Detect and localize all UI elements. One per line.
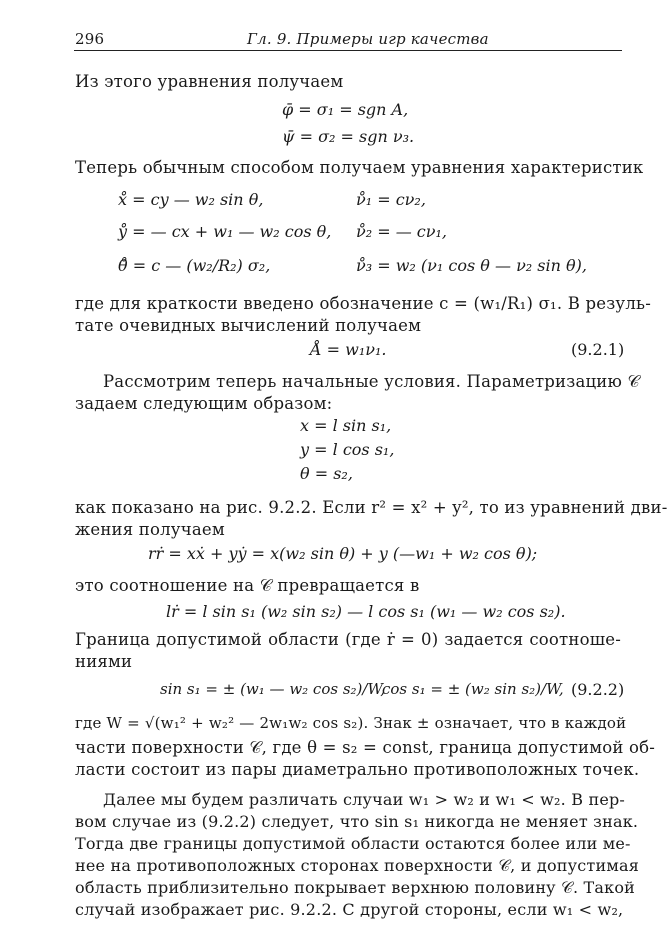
equation-psi: ψ̄ = σ₂ = sgn ν₃. bbox=[282, 127, 415, 146]
text-line: Граница допустимой области (где ṙ = 0) задается соотноше- bbox=[75, 630, 621, 649]
equation-system-nu3: ν̊₃ = w₂ (ν₁ cos θ — ν₂ sin θ), bbox=[356, 256, 587, 275]
header-rule bbox=[74, 50, 622, 51]
equation-system-theta: θ̊ = c — (w₂/R₂) σ₂, bbox=[118, 256, 271, 275]
equation-param-y: y = l cos s₁, bbox=[300, 440, 395, 459]
equation-system-nu1: ν̊₁ = cν₂, bbox=[356, 190, 426, 209]
text-line: Тогда две границы допустимой области остаются более или ме- bbox=[75, 834, 631, 853]
text-line: части поверхности 𝒞, где θ = s₂ = const, граница допустимой об- bbox=[75, 738, 656, 757]
text-line: нее на противоположных сторонах поверхности 𝒞, и допустимая bbox=[75, 856, 640, 875]
equation-number: (9.2.1) bbox=[571, 340, 625, 359]
text-line: где W = √(w₁² + w₂² — 2w₁w₂ cos s₂). Знак ± означает, что в каждой bbox=[75, 714, 627, 732]
text-line: Теперь обычным способом получаем уравнения характеристик bbox=[75, 158, 644, 177]
text-line: Далее мы будем различать случаи w₁ > w₂ и w₁ < w₂. В пер- bbox=[103, 790, 626, 809]
text-line: тате очевидных вычислений получаем bbox=[75, 316, 422, 335]
text-line: это соотношение на 𝒞 превращается в bbox=[75, 576, 420, 595]
text-line: область приблизительно покрывает верхнюю половину 𝒞. Такой bbox=[75, 878, 636, 897]
text-line: случай изображает рис. 9.2.2. С другой стороны, если w₁ < w₂, bbox=[75, 900, 624, 919]
text-line: задаем следующим образом: bbox=[75, 394, 333, 413]
equation-number: (9.2.2) bbox=[571, 680, 625, 699]
equation-rr: rṙ = xẋ + yẏ = x(w₂ sin θ) + y (—w₁ + w₂ cos θ); bbox=[148, 544, 538, 563]
equation-cos: cos s₁ = ± (w₂ sin s₂)/W, bbox=[382, 680, 564, 698]
text-line: как показано на рис. 9.2.2. Если r² = x² + y², то из уравнений дви- bbox=[75, 498, 668, 517]
equation-param-theta: θ = s₂, bbox=[300, 464, 353, 483]
text-line: Из этого уравнения получаем bbox=[75, 72, 344, 91]
equation-lr: lṙ = l sin s₁ (w₂ sin s₂) — l cos s₁ (w₁ — w₂ cos s₂). bbox=[166, 602, 566, 621]
equation-A: Å = w₁ν₁. bbox=[310, 340, 387, 359]
equation-sin: sin s₁ = ± (w₁ — w₂ cos s₂)/W, bbox=[160, 680, 386, 698]
equation-phi: φ̄ = σ₁ = sgn A, bbox=[282, 100, 409, 119]
text-line: жения получаем bbox=[75, 520, 225, 539]
text-line: ниями bbox=[75, 652, 133, 671]
equation-system-y: ẙ = — cx + w₁ — w₂ cos θ, bbox=[118, 222, 332, 241]
text-line: Рассмотрим теперь начальные условия. Параметризацию 𝒞 bbox=[103, 372, 640, 391]
text-line: ласти состоит из пары диаметрально противоположных точек. bbox=[75, 760, 640, 779]
text-line: вом случае из (9.2.2) следует, что sin s₁ никогда не меняет знак. bbox=[75, 812, 639, 831]
equation-param-x: x = l sin s₁, bbox=[300, 416, 392, 435]
text-line: где для краткости введено обозначение c = (w₁/R₁) σ₁. В резуль- bbox=[75, 294, 651, 313]
equation-system-nu2: ν̊₂ = — cν₁, bbox=[356, 222, 447, 241]
running-title: Гл. 9. Примеры игр качества bbox=[247, 30, 489, 48]
page-number: 296 bbox=[75, 30, 105, 48]
equation-system-x: x̊ = cy — w₂ sin θ, bbox=[118, 190, 264, 209]
